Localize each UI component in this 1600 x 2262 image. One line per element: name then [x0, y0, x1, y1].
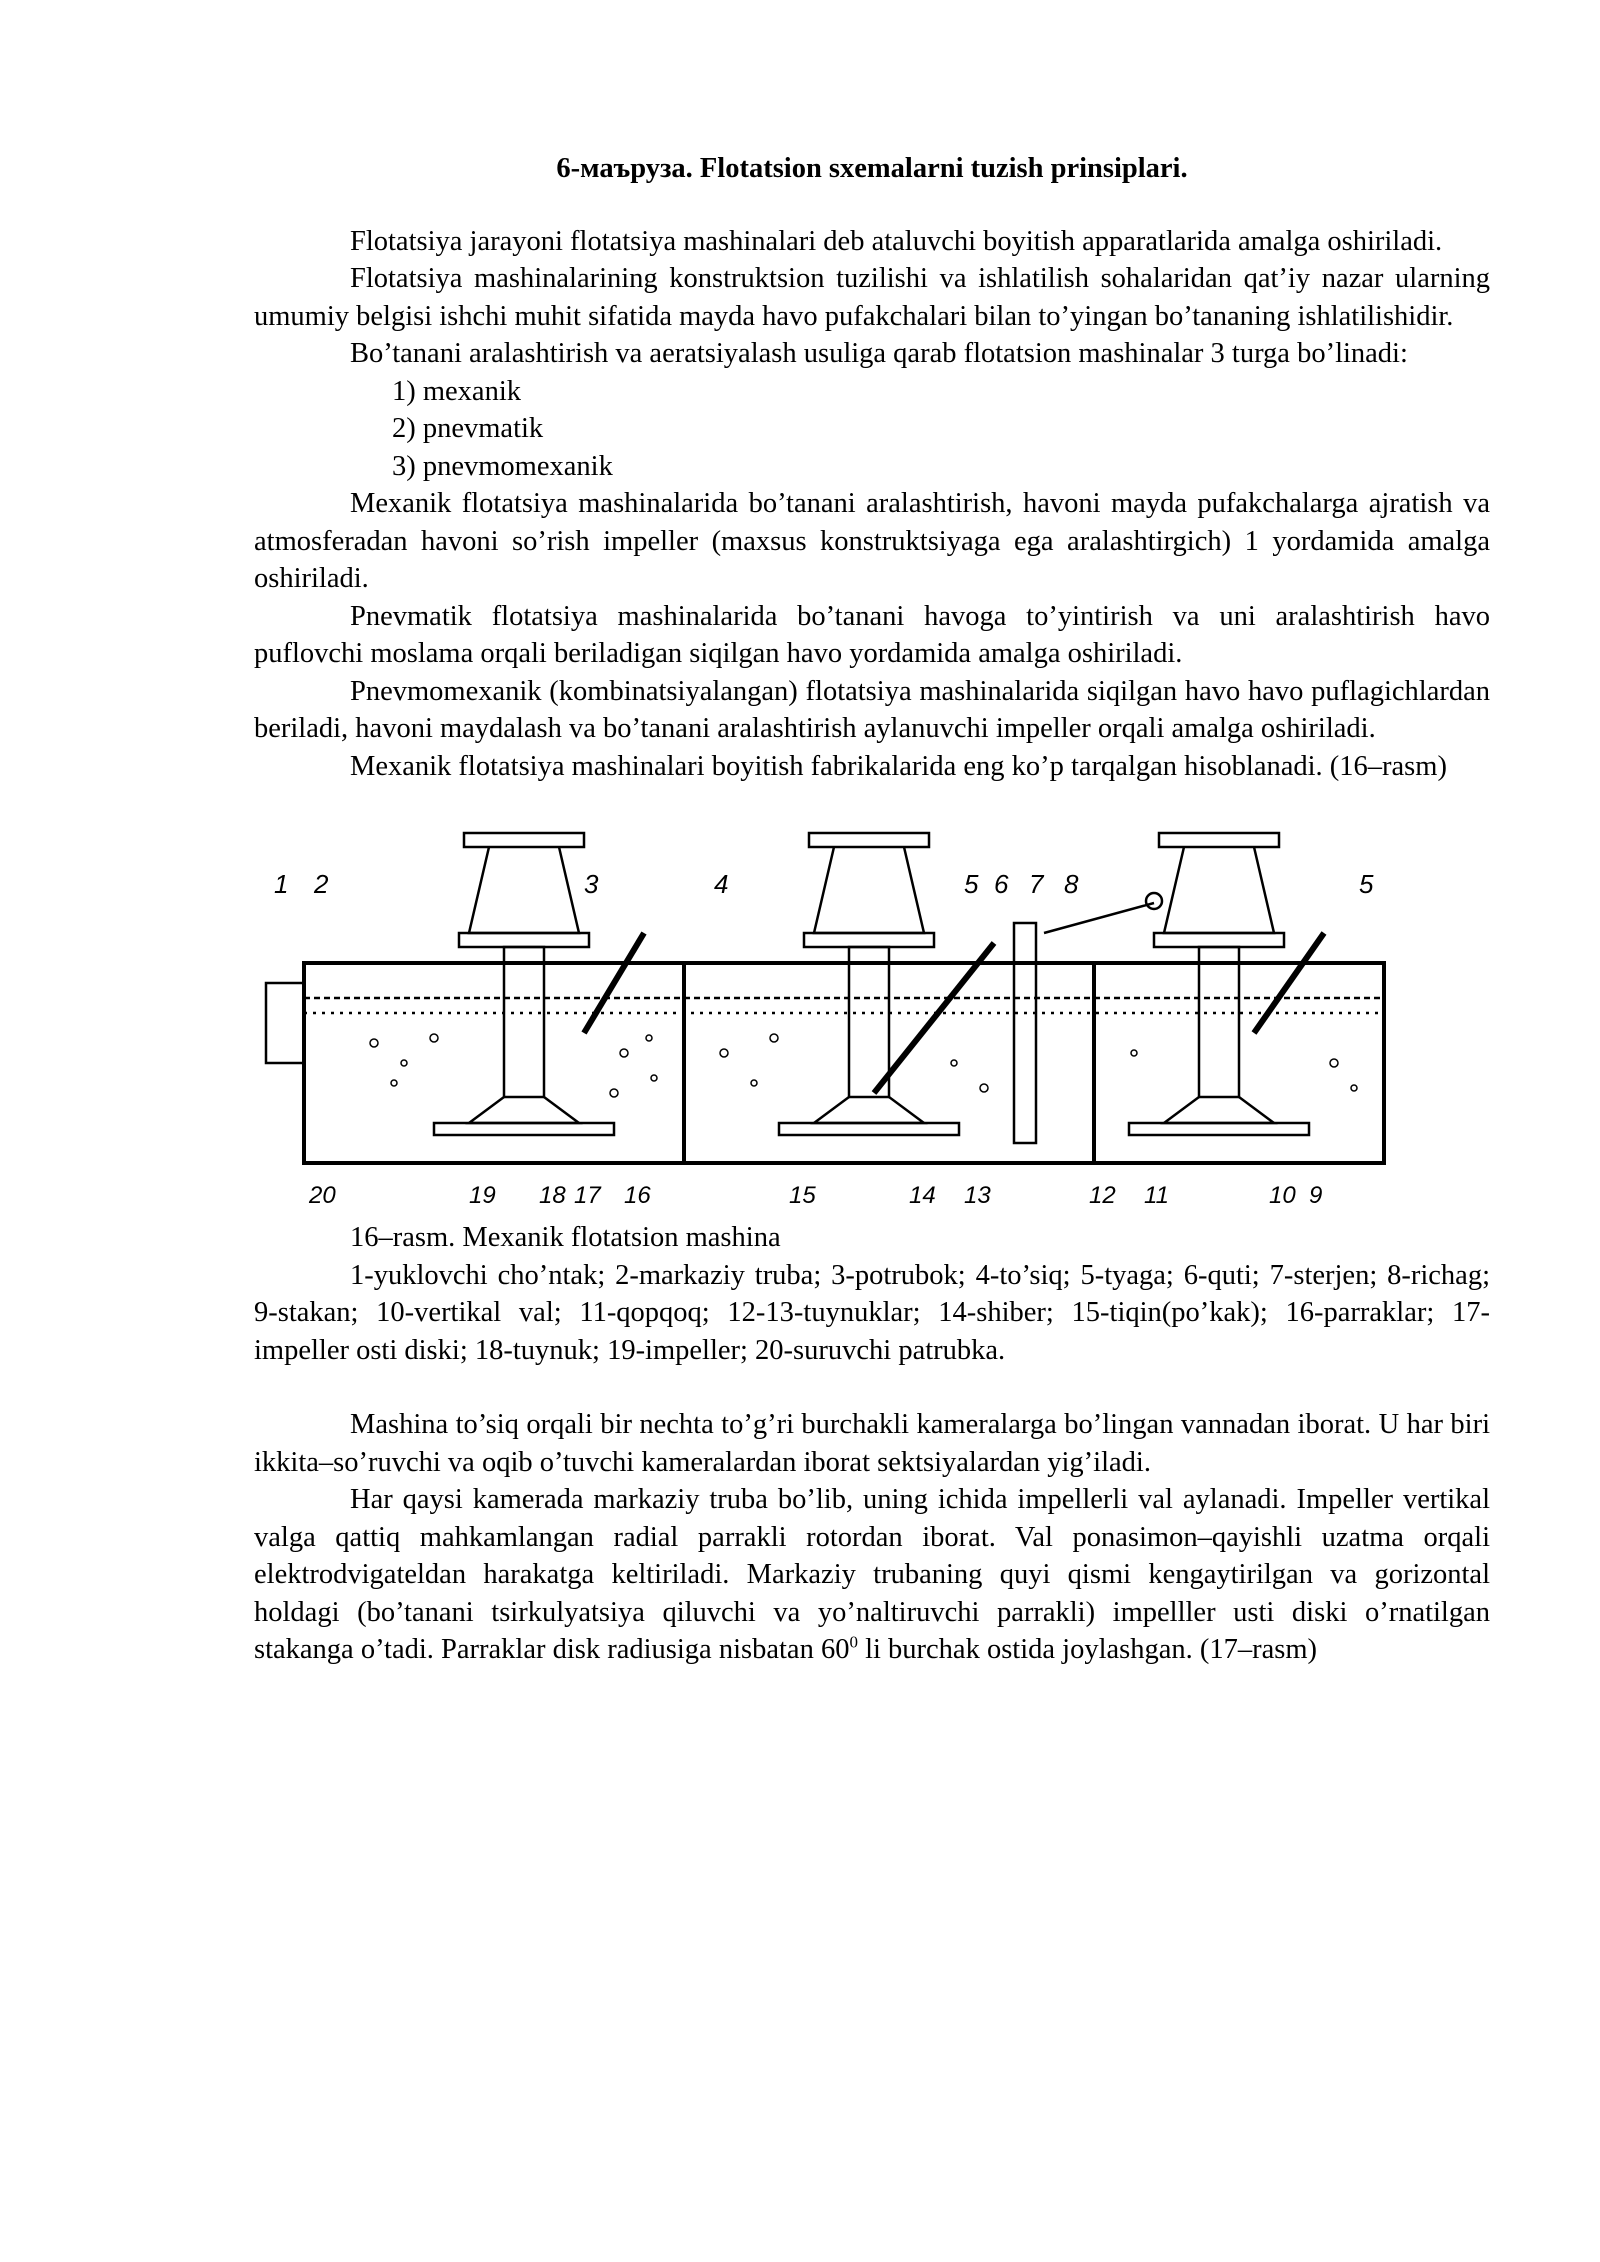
paragraph: Mexanik flotatsiya mashinalari boyitish fabrikalarida eng ko’p tarqalgan hisoblanadi. (16–rasm): [350, 750, 1447, 782]
callout-label: 4: [714, 869, 729, 899]
callout-label: 1: [274, 869, 289, 899]
machine-diagram: [254, 823, 1434, 1213]
machine-types-list: [254, 373, 1490, 486]
callout-label: 3: [584, 869, 599, 899]
paragraph-text: Har qaysi kamerada markaziy truba bo’lib, uning ichida impellerli val aylanadi. Impeller vertikal valga qattiq mahkamlangan radial parrakli rotordan iborat. Val ponasimon–qayishli uzatma orqali elektrodvigateldan harakatga keltiriladi. Markaziy trubaning quyi qismi kengaytirilgan va gorizontal holdagi (bo’tanani tsirkulyatsiya qiluvchi va yo’naltiruvchi parrakli) impelller usti diski o’rnatilgan stakanga o’tadi. Parraklar disk radiusiga nisbatan 60: [254, 1484, 1490, 1665]
callout-label: 5: [964, 869, 979, 899]
degree-superscript: 0: [849, 1632, 858, 1652]
callout-label: 9: [1309, 1182, 1323, 1209]
list-item: 3) pnevmomexanik: [392, 450, 613, 482]
callout-label: 15: [789, 1182, 816, 1209]
paragraph: [254, 1481, 1490, 1669]
callout-label: 6: [994, 869, 1009, 899]
callout-label: 19: [469, 1182, 496, 1209]
paragraph: Flotatsiya mashinalarining konstruktsion tuzilishi va ishlatilish sohalaridan qat’iy nazar ularning umumiy belgisi ishchi muhit sifatida mayda havo pufakchalari bilan to’yingan bo’tananing ishlatilishidir.: [254, 263, 1490, 332]
figure-legend: 1-yuklovchi cho’ntak; 2-markaziy truba; 3-potrubok; 4-to’siq; 5-tyaga; 6-quti; 7-sterjen; 8-richag; 9-stakan; 10-vertikal val; 11-qopqoq; 12-13-tuynuklar; 14-shiber; 15-tiqin(po’kak); 16-parraklar; 17-impeller osti diski; 18-tuynuk; 19-impeller; 20-suruvchi patrubka.: [254, 1259, 1490, 1366]
callout-label: 16: [624, 1182, 651, 1209]
callout-label: 13: [964, 1182, 991, 1209]
callout-label: 17: [574, 1182, 601, 1209]
figure-caption: 16–rasm. Mexanik flotatsion mashina: [350, 1222, 781, 1253]
callout-label: 7: [1029, 869, 1044, 899]
list-item: 1) mexanik: [392, 375, 522, 407]
callout-label: 11: [1144, 1182, 1169, 1209]
callout-label: 8: [1064, 869, 1079, 899]
page-title: 6-маъруза. Flotatsion sxemalarni tuzish prinsiplari.: [556, 153, 1188, 184]
paragraph: Flotatsiya jarayoni flotatsiya mashinalari deb ataluvchi boyitish apparatlarida amalga oshiriladi.: [350, 225, 1443, 257]
callout-label: 10: [1269, 1182, 1296, 1209]
flotation-machine-figure: [254, 823, 1434, 1213]
callout-label: 5: [1359, 869, 1374, 899]
document-page: [254, 150, 1490, 1669]
paragraph-text: li burchak ostida joylashgan. (17–rasm): [857, 1634, 1318, 1665]
paragraph: Mashina to’siq orqali bir nechta to’g’ri burchakli kameralarga bo’lingan vannadan iborat. U har biri ikkita–so’ruvchi va oqib o’tuvchi kameralardan iborat sektsiyalardan yig’iladi.: [254, 1409, 1490, 1478]
callout-label: 18: [539, 1182, 566, 1209]
paragraph: Bo’tanani aralashtirish va aeratsiyalash usuliga qarab flotatsion mashinalar 3 turga bo’linadi:: [350, 338, 1408, 369]
callout-label: 14: [909, 1182, 936, 1209]
callout-label: 12: [1089, 1182, 1116, 1209]
callout-label: 20: [309, 1182, 336, 1209]
paragraph: Mexanik flotatsiya mashinalarida bo’tanani aralashtirish, havoni mayda pufakchalarga ajratish va atmosferadan havoni so’rish impeller (maxsus konstruktsiyaga ega aralashtirgich) 1 yordamida amalga oshiriladi.: [254, 488, 1490, 594]
paragraph: Pnevmomexanik (kombinatsiyalangan) flotatsiya mashinalarida siqilgan havo havo puflagichlardan beriladi, havoni maydalash va bo’tanani aralashtirish aylanuvchi impeller orqali amalga oshiriladi.: [254, 675, 1490, 744]
callout-label: 2: [314, 869, 329, 899]
list-item: 2) pnevmatik: [392, 413, 544, 444]
paragraph: Pnevmatik flotatsiya mashinalarida bo’tanani havoga to’yintirish va uni aralashtirish havo puflovchi moslama orqali beriladigan siqilgan havo yordamida amalga oshiriladi.: [254, 600, 1490, 669]
